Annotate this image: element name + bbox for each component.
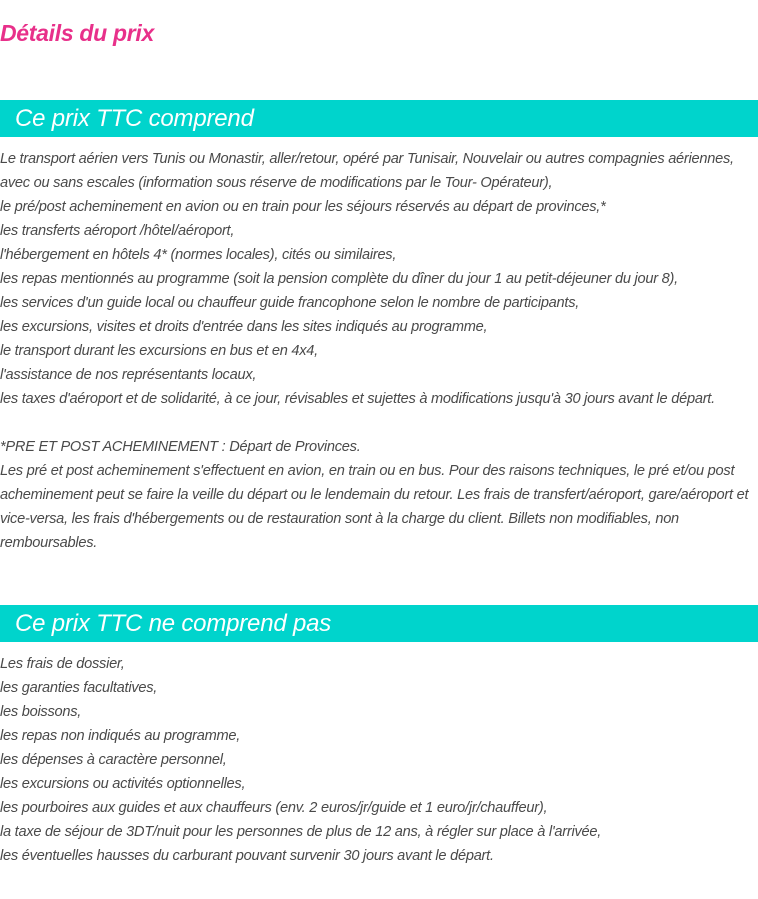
list-item: les excursions, visites et droits d'entrée dans les sites indiqués au programme, [0,319,488,335]
included-section-heading: Ce prix TTC comprend [0,100,758,137]
note-heading: *PRE ET POST ACHEMINEMENT : Départ de Provinces. [0,439,361,455]
list-item: les transferts aéroport /hôtel/aéroport, [0,223,235,239]
list-item: Le transport aérien vers Tunis ou Monastir, aller/retour, opéré par Tunisair, Nouvelair ou autres compagnies aériennes, [0,151,734,167]
list-item: les boissons, [0,704,82,720]
list-item: avec ou sans escales (information sous réserve de modifications par le Tour- Opérateur), [0,175,553,191]
note-body: Les pré et post acheminement s'effectuent en avion, en train ou en bus. Pour des raisons techniques, le pré et/ou post acheminement peut se faire la veille du départ ou le lendemain du retour. Les frais de transfert/aéroport, gare/aéroport et vice-versa, les frais d'hébergements ou de restauration sont à la charge du client. Billets non modifiables, non remboursables. [0,463,749,551]
list-item: les dépenses à caractère personnel, [0,752,227,768]
list-item: le transport durant les excursions en bus et en 4x4, [0,343,318,359]
included-list [0,147,758,411]
list-item: les repas non indiqués au programme, [0,728,241,744]
list-item: les taxes d'aéroport et de solidarité, à ce jour, révisables et sujettes à modifications jusqu'à 30 jours avant le départ. [0,391,715,407]
list-item: la taxe de séjour de 3DT/nuit pour les personnes de plus de 12 ans, à régler sur place à l'arrivée, [0,824,602,840]
list-item: les garanties facultatives, [0,680,158,696]
list-item: l'assistance de nos représentants locaux, [0,367,257,383]
excluded-section-heading: Ce prix TTC ne comprend pas [0,605,758,642]
list-item: les excursions ou activités optionnelles, [0,776,246,792]
list-item: les repas mentionnés au programme (soit la pension complète du dîner du jour 1 au petit-déjeuner du jour 8), [0,271,678,287]
list-item: les services d'un guide local ou chauffeur guide francophone selon le nombre de participants, [0,295,580,311]
transfer-note [0,435,758,555]
list-item: le pré/post acheminement en avion ou en train pour les séjours réservés au départ de provinces,* [0,199,606,215]
page-title: Détails du prix [0,20,154,46]
list-item: les éventuelles hausses du carburant pouvant survenir 30 jours avant le départ. [0,848,494,864]
list-item: Les frais de dossier, [0,656,125,672]
list-item: les pourboires aux guides et aux chauffeurs (env. 2 euros/jr/guide et 1 euro/jr/chauffeur), [0,800,548,816]
excluded-list [0,652,758,868]
list-item: l'hébergement en hôtels 4* (normes locales), cités ou similaires, [0,247,397,263]
